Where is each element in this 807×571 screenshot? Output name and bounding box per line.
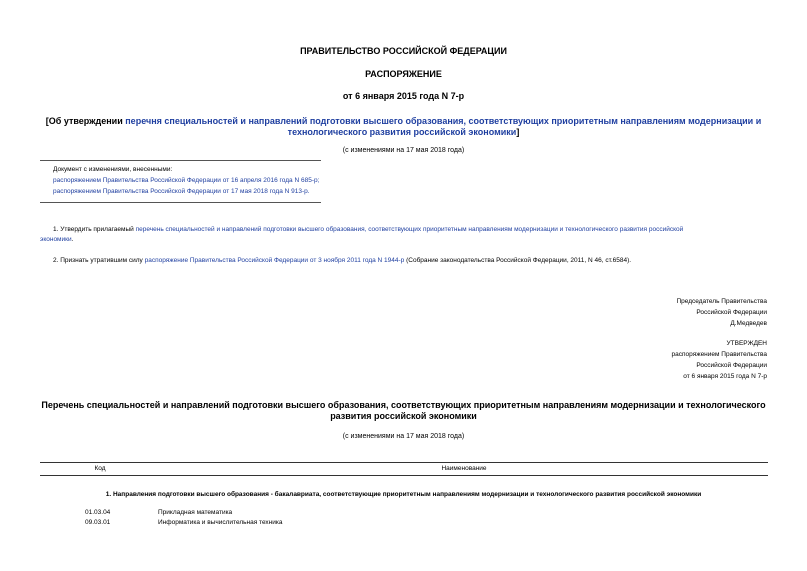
- col-header-name: Наименование: [441, 465, 487, 472]
- signature-title: Председатель Правительства: [676, 298, 767, 305]
- table-section-heading: 1. Направления подготовки высшего образования - бакалавриата, соответствующие приоритетным направлениям модернизации и технологического развития российской экономики: [105, 491, 702, 498]
- p2-prefix: 2. Признать утратившим силу: [53, 257, 145, 264]
- list-amended-note: (с изменениями на 17 мая 2018 года): [342, 433, 465, 440]
- change-link-1[interactable]: распоряжением Правительства Российской Федерации от 16 апреля 2016 года N 685-р;: [53, 177, 320, 184]
- p2-link[interactable]: распоряжение Правительства Российской Федерации от 3 ноября 2011 года N 1944-р: [144, 257, 405, 264]
- table-row-1-code: 01.03.04: [85, 509, 111, 516]
- p1-link-end[interactable]: экономики: [40, 236, 72, 243]
- table-header-border: [40, 475, 768, 476]
- doc-type: РАСПОРЯЖЕНИЕ: [365, 69, 442, 79]
- title-link-1[interactable]: перечня специальностей и направлений подготовки высшего образования, соответствующих приоритетным направлениям модернизации и: [125, 116, 762, 126]
- table-row-2-name: Информатика и вычислительная техника: [158, 519, 283, 526]
- list-title-line-2: развития российской экономики: [330, 411, 477, 421]
- paragraph-1-cont: [40, 236, 73, 243]
- list-title-line-1: Перечень специальностей и направлений подготовки высшего образования, соответствующих приоритетным направлениям модернизации и технологического: [41, 400, 766, 410]
- doc-title-line-2: [0, 127, 807, 137]
- title-prefix: [Об утверждении: [45, 116, 126, 126]
- title-link-2[interactable]: технологического развития российской экономики: [287, 127, 517, 137]
- col-header-code: Код: [94, 465, 106, 472]
- p1-suffix: .: [71, 236, 74, 243]
- approved-label: УТВЕРЖДЕН: [726, 340, 767, 347]
- signature-org: Российской Федерации: [696, 309, 767, 316]
- approved-line-4: от 6 января 2015 года N 7-р: [683, 373, 767, 380]
- paragraph-2: [53, 257, 631, 264]
- doc-date-number: от 6 января 2015 года N 7-р: [342, 91, 465, 101]
- doc-title-line-1: [0, 116, 807, 126]
- divider-bottom: [40, 202, 321, 203]
- approved-line-3: Российской Федерации: [696, 362, 767, 369]
- p1-prefix: 1. Утвердить прилагаемый: [53, 226, 136, 233]
- change-link-2[interactable]: распоряжением Правительства Российской Федерации от 17 мая 2018 года N 913-р.: [53, 188, 310, 195]
- paragraph-1: [53, 226, 768, 233]
- table-row-1-name: Прикладная математика: [158, 509, 233, 516]
- org-name: ПРАВИТЕЛЬСТВО РОССИЙСКОЙ ФЕДЕРАЦИИ: [300, 46, 507, 56]
- title-suffix: ]: [516, 127, 520, 137]
- changes-intro: Документ с изменениями, внесенными:: [53, 166, 173, 173]
- p1-link[interactable]: перечень специальностей и направлений подготовки высшего образования, соответствующих приоритетным направлениям модернизации и технологического развития российской: [135, 226, 684, 233]
- table-top-border: [40, 462, 768, 463]
- divider-top: [40, 160, 321, 161]
- signature-name: Д.Медведев: [730, 320, 767, 327]
- table-row-2-code: 09.03.01: [85, 519, 111, 526]
- p2-suffix: (Собрание законодательства Российской Федерации, 2011, N 46, ст.6584).: [404, 257, 632, 264]
- amended-note: (с изменениями на 17 мая 2018 года): [342, 147, 465, 154]
- approved-line-2: распоряжением Правительства: [671, 351, 767, 358]
